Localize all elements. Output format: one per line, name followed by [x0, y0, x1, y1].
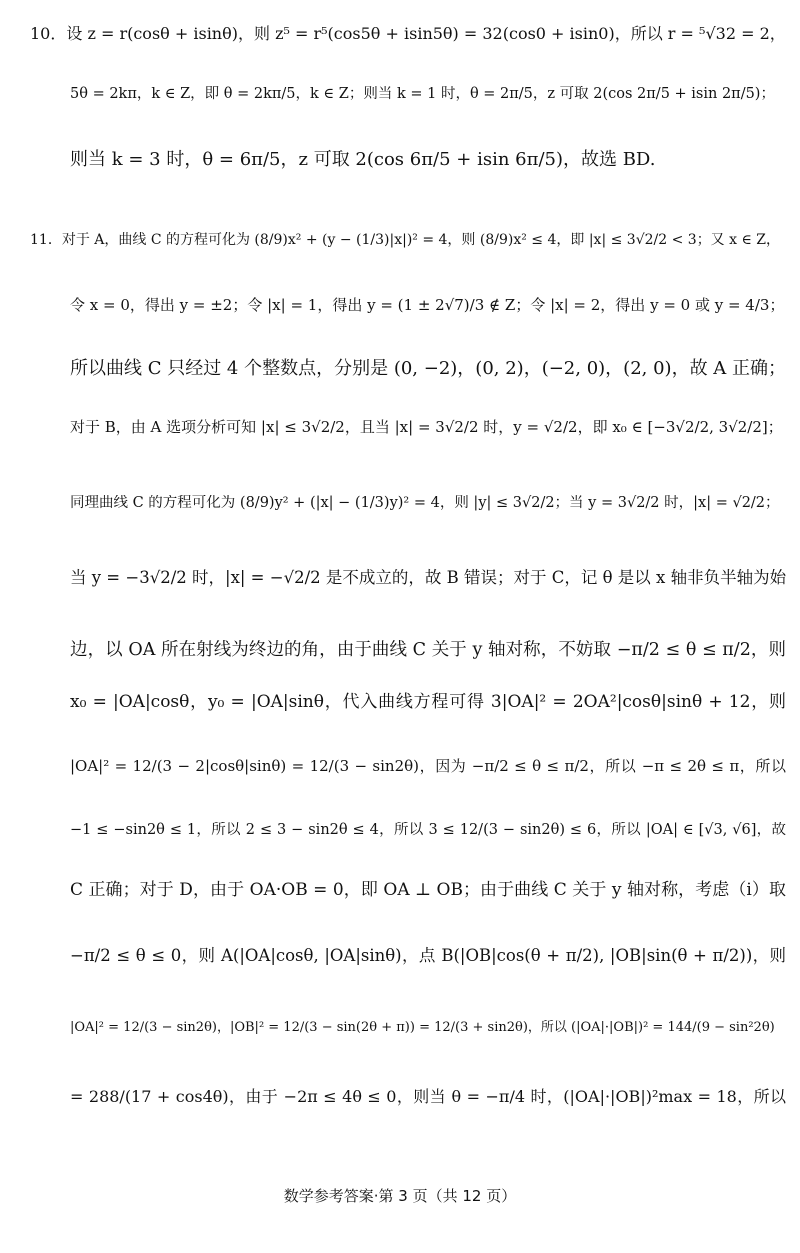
q11-line-14: = 288/(17 + cos4θ)，由于 −2π ≤ 4θ ≤ 0，则当 θ = −π/4 时，(|OA|·|OB|)²max = 18，所以 [70, 1087, 786, 1106]
q11-line-3: 所以曲线 C 只经过 4 个整数点，分别是 (0, −2)，(0, 2)，(−2, 0)，(2, 0)，故 A 正确； [70, 358, 786, 379]
q11-line-10: −1 ≤ −sin2θ ≤ 1，所以 2 ≤ 3 − sin2θ ≤ 4，所以 3 ≤ 12/(3 − sin2θ) ≤ 6，所以 |OA| ∈ [√3, √6]，故 [70, 822, 786, 838]
q10-line-1: 10．设 z = r(cosθ + isinθ)，则 z⁵ = r⁵(cos5θ + isin5θ) = 32(cos0 + isin0)，所以 r = ⁵√32 = 2， [30, 24, 786, 43]
q10-line-2: 5θ = 2kπ，k ∈ Z，即 θ = 2kπ/5，k ∈ Z；则当 k = 1 时，θ = 2π/5，z 可取 2(cos 2π/5 + isin 2π/5)； [70, 86, 775, 102]
q11-line-2: 令 x = 0，得出 y = ±2；令 |x| = 1，得出 y = (1 ± 2√7)/3 ∉ Z；令 |x| = 2，得出 y = 0 或 y = 4/3； [70, 296, 785, 314]
q11-line-5: 同理曲线 C 的方程可化为 (8/9)y² + (|x| − (1/3)y)² = 4，则 |y| ≤ 3√2/2；当 y = 3√2/2 时，|x| = √2/2； [70, 495, 780, 511]
q11-line-6: 当 y = −3√2/2 时，|x| = −√2/2 是不成立的，故 B 错误；对于 C，记 θ 是以 x 轴非负半轴为始 [70, 568, 786, 587]
q11-line-13: |OA|² = 12/(3 − sin2θ)，|OB|² = 12/(3 − sin(2θ + π)) = 12/(3 + sin2θ)，所以 (|OA|·|OB|)² = 144/(9 − sin²2θ) [70, 1020, 775, 1035]
q11-line-7: 边，以 OA 所在射线为终边的角，由于曲线 C 关于 y 轴对称，不妨取 −π/2 ≤ θ ≤ π/2，则 [70, 640, 786, 660]
q11-line-1: 11．对于 A，曲线 C 的方程可化为 (8/9)x² + (y − (1/3)|x|)² = 4，则 (8/9)x² ≤ 4，即 |x| ≤ 3√2/2 < 3；又 x ∈ Z， [30, 232, 781, 248]
q11-line-9: |OA|² = 12/(3 − 2|cosθ|sinθ) = 12/(3 − sin2θ)，因为 −π/2 ≤ θ ≤ π/2，所以 −π ≤ 2θ ≤ π，所以 [70, 757, 786, 775]
q11-line-12: −π/2 ≤ θ ≤ 0，则 A(|OA|cosθ, |OA|sinθ)，点 B(|OB|cos(θ + π/2), |OB|sin(θ + π/2))，则 [70, 946, 786, 965]
q11-line-4: 对于 B，由 A 选项分析可知 |x| ≤ 3√2/2，且当 |x| = 3√2/2 时，y = √2/2，即 x₀ ∈ [−3√2/2, 3√2/2]； [70, 418, 783, 436]
page-footer: 数学参考答案·第 3 页（共 12 页） [283, 1187, 517, 1205]
q11-line-11: C 正确；对于 D，由于 OA·OB = 0，即 OA ⊥ OB；由于曲线 C 关于 y 轴对称，考虑（i）取 [70, 880, 786, 900]
q10-line-3: 则当 k = 3 时，θ = 6π/5，z 可取 2(cos 6π/5 + isin 6π/5)，故选 BD. [70, 149, 656, 170]
q11-line-8: x₀ = |OA|cosθ，y₀ = |OA|sinθ，代入曲线方程可得 3|OA|² = 2OA²|cosθ|sinθ + 12，则 [70, 692, 786, 712]
